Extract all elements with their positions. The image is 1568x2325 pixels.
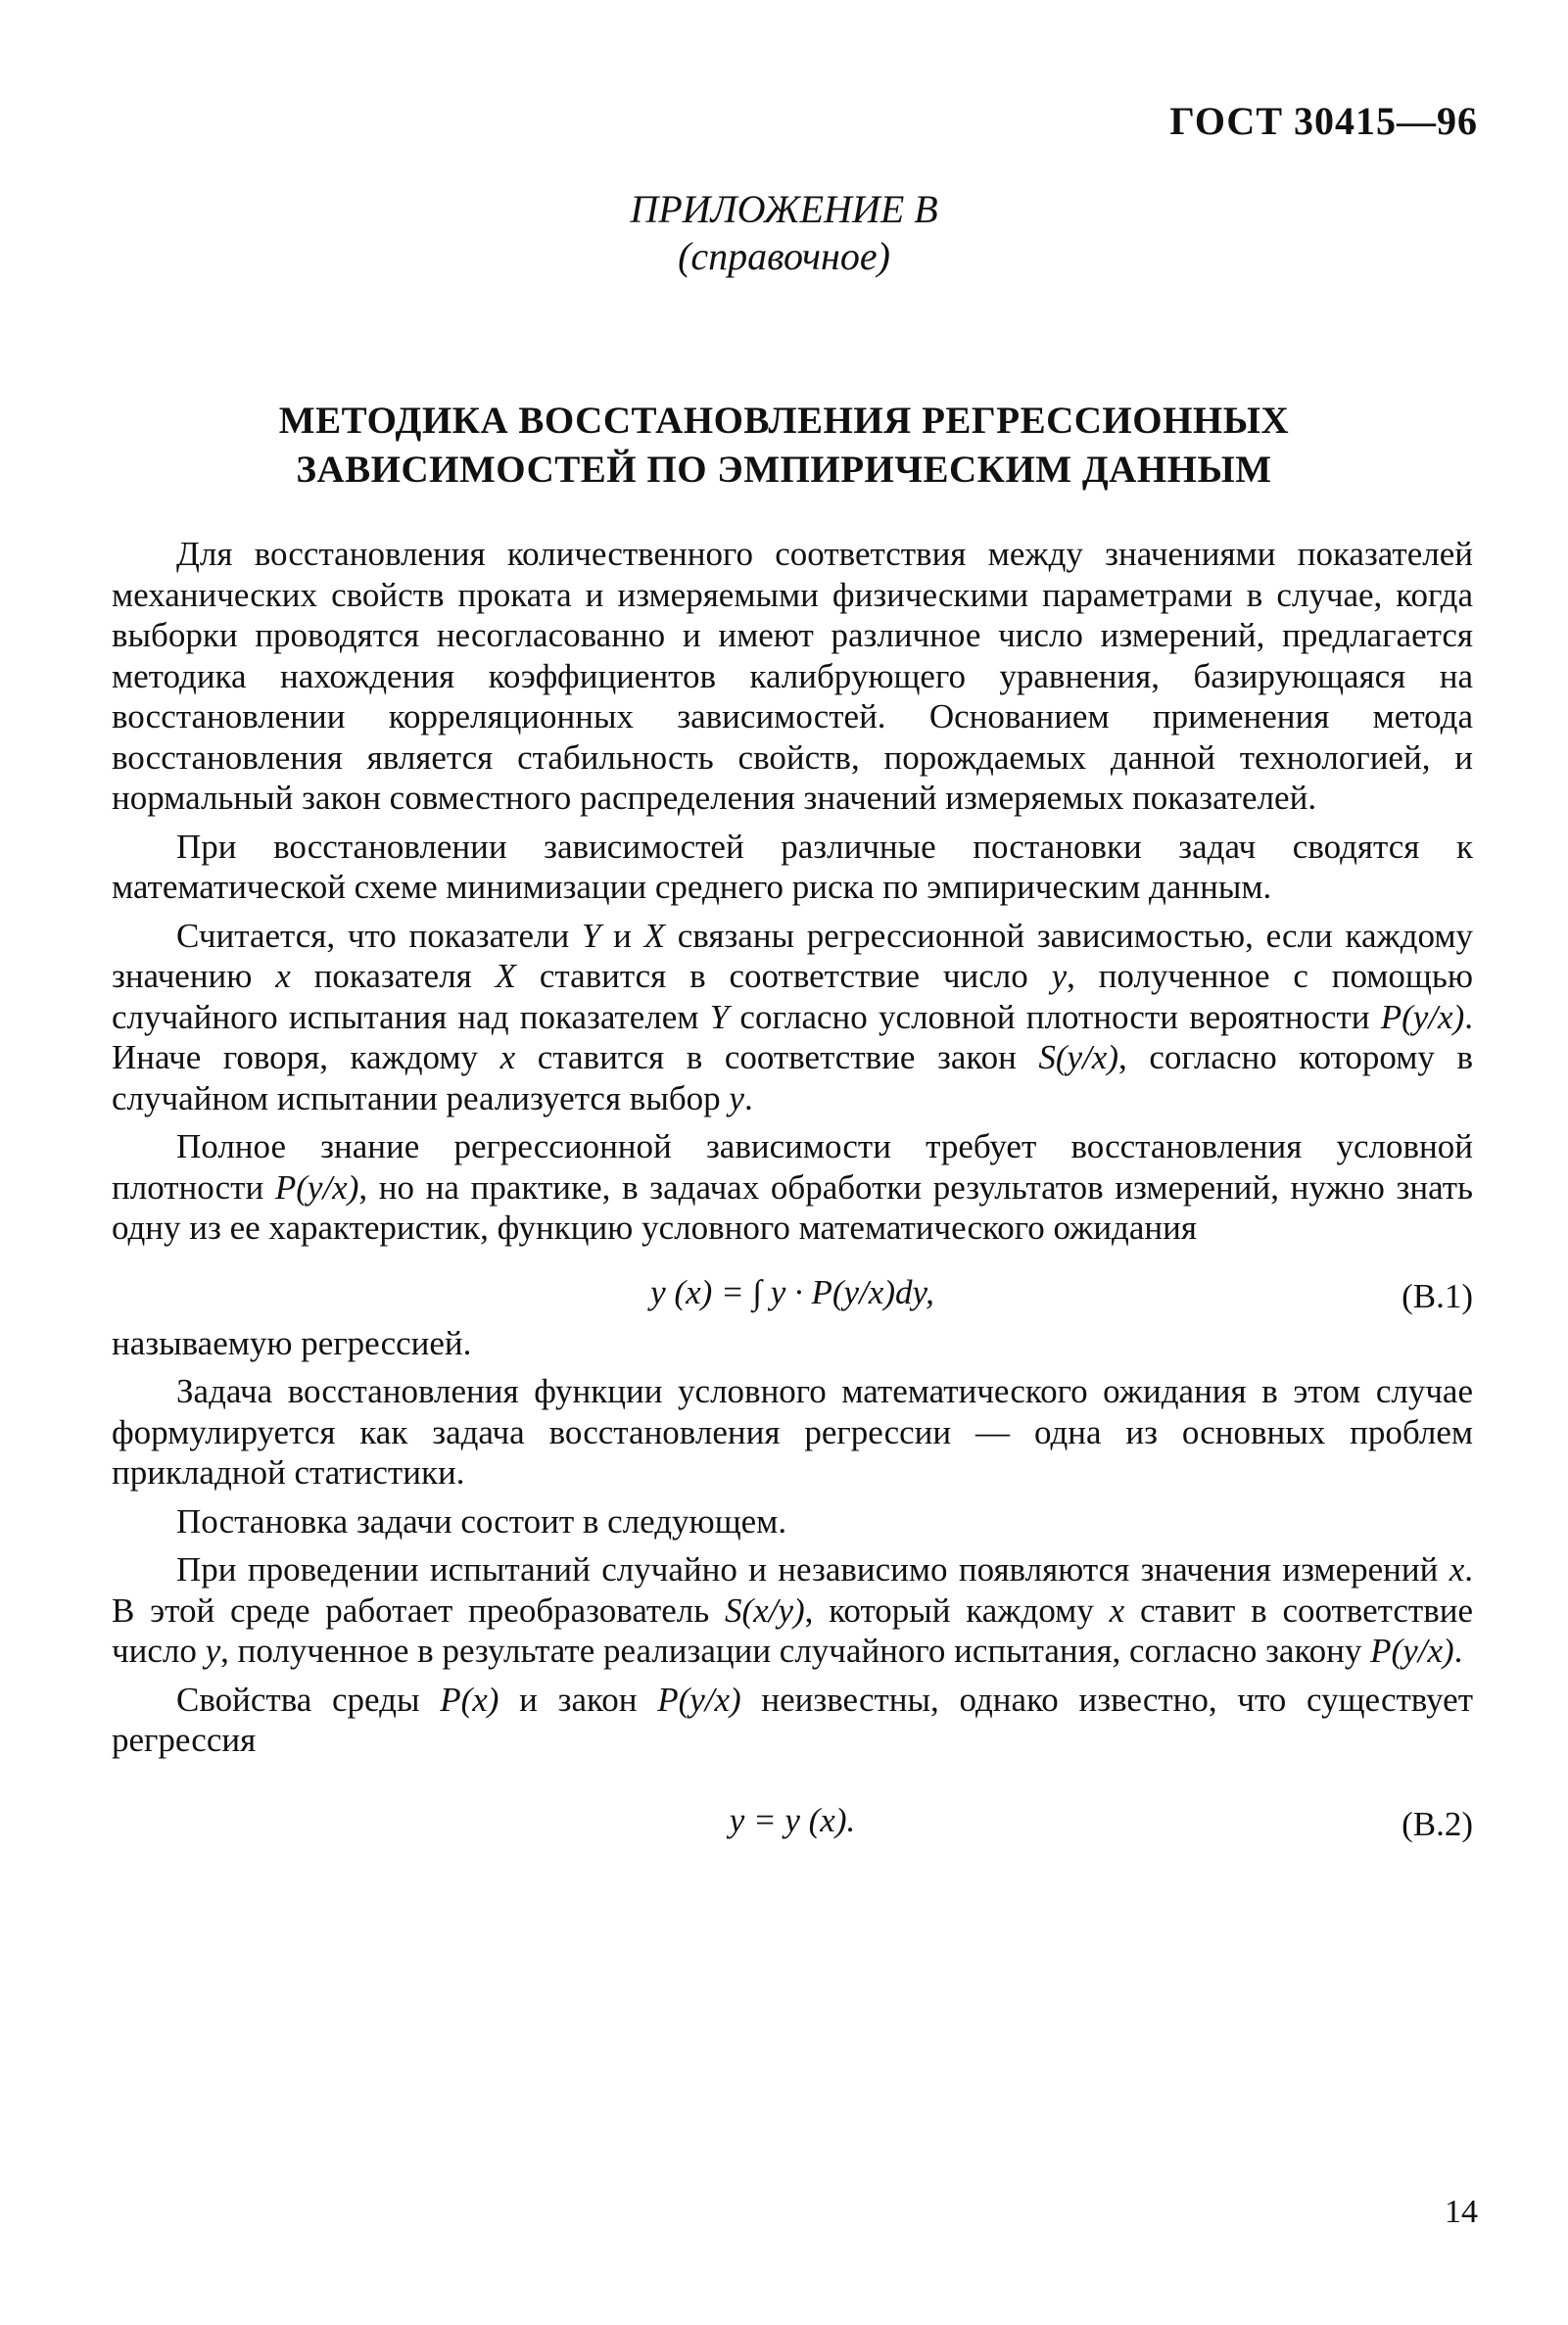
variable: P(y/x) [1380, 997, 1465, 1036]
variable: y [205, 1632, 221, 1670]
text: Свойства среды [176, 1680, 441, 1719]
paragraph-6: Задача восстановления функции условного математического ожидания в этом случае формулируется как задача восстановления регрессии — одна из основных проблем прикладной статистики. [112, 1372, 1473, 1492]
formula-expression-text: y (x) = ∫ y · P(y/x)dy, [650, 1272, 934, 1311]
text: , согласно которому в случайном испытании реализуется выбор [112, 1038, 1473, 1117]
text: . [743, 1078, 753, 1117]
text: неизвестны, однако известно, что существует регрессия [112, 1680, 1473, 1759]
variable: S(y/x) [1038, 1038, 1118, 1076]
paragraph-8 [112, 1549, 1473, 1672]
text: Полное знание регрессионной зависимости требует восстановления условной плотности [112, 1127, 1473, 1207]
text: При проведении испытаний случайно и независимо появляются значения измерений [176, 1550, 1449, 1589]
variable: x [499, 1038, 516, 1076]
variable: X [495, 957, 516, 995]
variable: P(y/x) [274, 1167, 359, 1207]
formula-expression-text: y = y (x). [729, 1800, 856, 1839]
variable: Y [581, 916, 601, 955]
section-title-line-2: ЗАВИСИМОСТЕЙ ПО ЭМПИРИЧЕСКИМ ДАННЫМ [296, 449, 1272, 491]
formula-number: (В.2) [1402, 1804, 1473, 1843]
text: . Иначе говоря, каждому [112, 997, 1473, 1076]
text: и закон [499, 1680, 658, 1719]
paragraph-7: Постановка задачи состоит в следующем. [176, 1501, 787, 1541]
variable: Y [709, 997, 730, 1036]
text: показателя [290, 957, 496, 995]
body-text [112, 534, 1473, 1851]
paragraph-9 [112, 1680, 1473, 1761]
variable: S(x/y) [725, 1590, 805, 1630]
section-title [0, 397, 1568, 495]
variable: x [275, 957, 291, 995]
text: согласно условной плотности вероятности [729, 997, 1381, 1036]
text: . В этой среде работает преобразователь [112, 1550, 1473, 1630]
document-id: ГОСТ 30415—96 [1169, 99, 1478, 143]
text: ставит в соответствие число [112, 1590, 1474, 1670]
paragraph-2: При восстановлении зависимостей различные постановки задач сводятся к математической схеме минимизации среднего риска по эмпирическим данным. [112, 827, 1473, 906]
variable: X [643, 916, 666, 955]
text: ставится в соответствие закон [515, 1038, 1039, 1076]
variable: y [1051, 957, 1068, 995]
variable: P(x) [440, 1680, 499, 1719]
text: , полученное с помощью случайного испытания над показателем [112, 957, 1473, 1036]
section-title-line-1: МЕТОДИКА ВОССТАНОВЛЕНИЯ РЕГРЕССИОННЫХ [278, 400, 1290, 442]
text: , но на практике, в задачах обработки результатов измерений, нужно знать одну из ее характеристик, функцию условного математического ожидания [112, 1167, 1473, 1247]
formula-b2 [112, 1790, 1473, 1851]
formula-expression [112, 1800, 1473, 1841]
paragraph-3 [112, 916, 1473, 1119]
variable: P(y/x) [657, 1680, 741, 1719]
appendix-note: (справочное) [678, 234, 890, 278]
paragraph-5: называемую регрессией. [112, 1323, 472, 1362]
paragraph-1: Для восстановления количественного соответствия между значениями показателей механических свойств проката и измеряемыми физическими параметрами в случае, когда выборки проводятся несогласованно и имеют различное число измерений, предлагается методика нахождения коэффициентов калибрующего уравнения, базирующаяся на восстановлении корреляционных зависимостей. Основанием применения метода восстановления является стабильность свойств, порождаемых данной технологией, и нормальный закон совместного распределения значений измеряемых показателей. [112, 535, 1473, 817]
variable: P(y/x) [1370, 1632, 1454, 1670]
text: связаны регрессионной зависимостью, если каждому значению [112, 916, 1473, 995]
appendix-heading [0, 186, 1568, 280]
text: , который каждому [804, 1590, 1110, 1630]
formula-b1 [112, 1262, 1473, 1323]
text: Считается, что показатели [176, 916, 582, 955]
formula-expression [112, 1272, 1473, 1313]
page-number: 14 [1445, 2194, 1478, 2230]
text: ставится в соответствие число [516, 957, 1052, 995]
variable: x [1109, 1590, 1125, 1630]
formula-number: (В.1) [1402, 1276, 1473, 1315]
text: . [1453, 1632, 1463, 1670]
appendix-label: ПРИЛОЖЕНИЕ В [630, 187, 938, 231]
paragraph-4 [112, 1126, 1473, 1249]
variable: x [1449, 1550, 1465, 1589]
text: и [600, 916, 644, 955]
variable: y [729, 1078, 744, 1117]
text: , полученное в результате реализации случайного испытания, согласно закону [220, 1632, 1371, 1670]
